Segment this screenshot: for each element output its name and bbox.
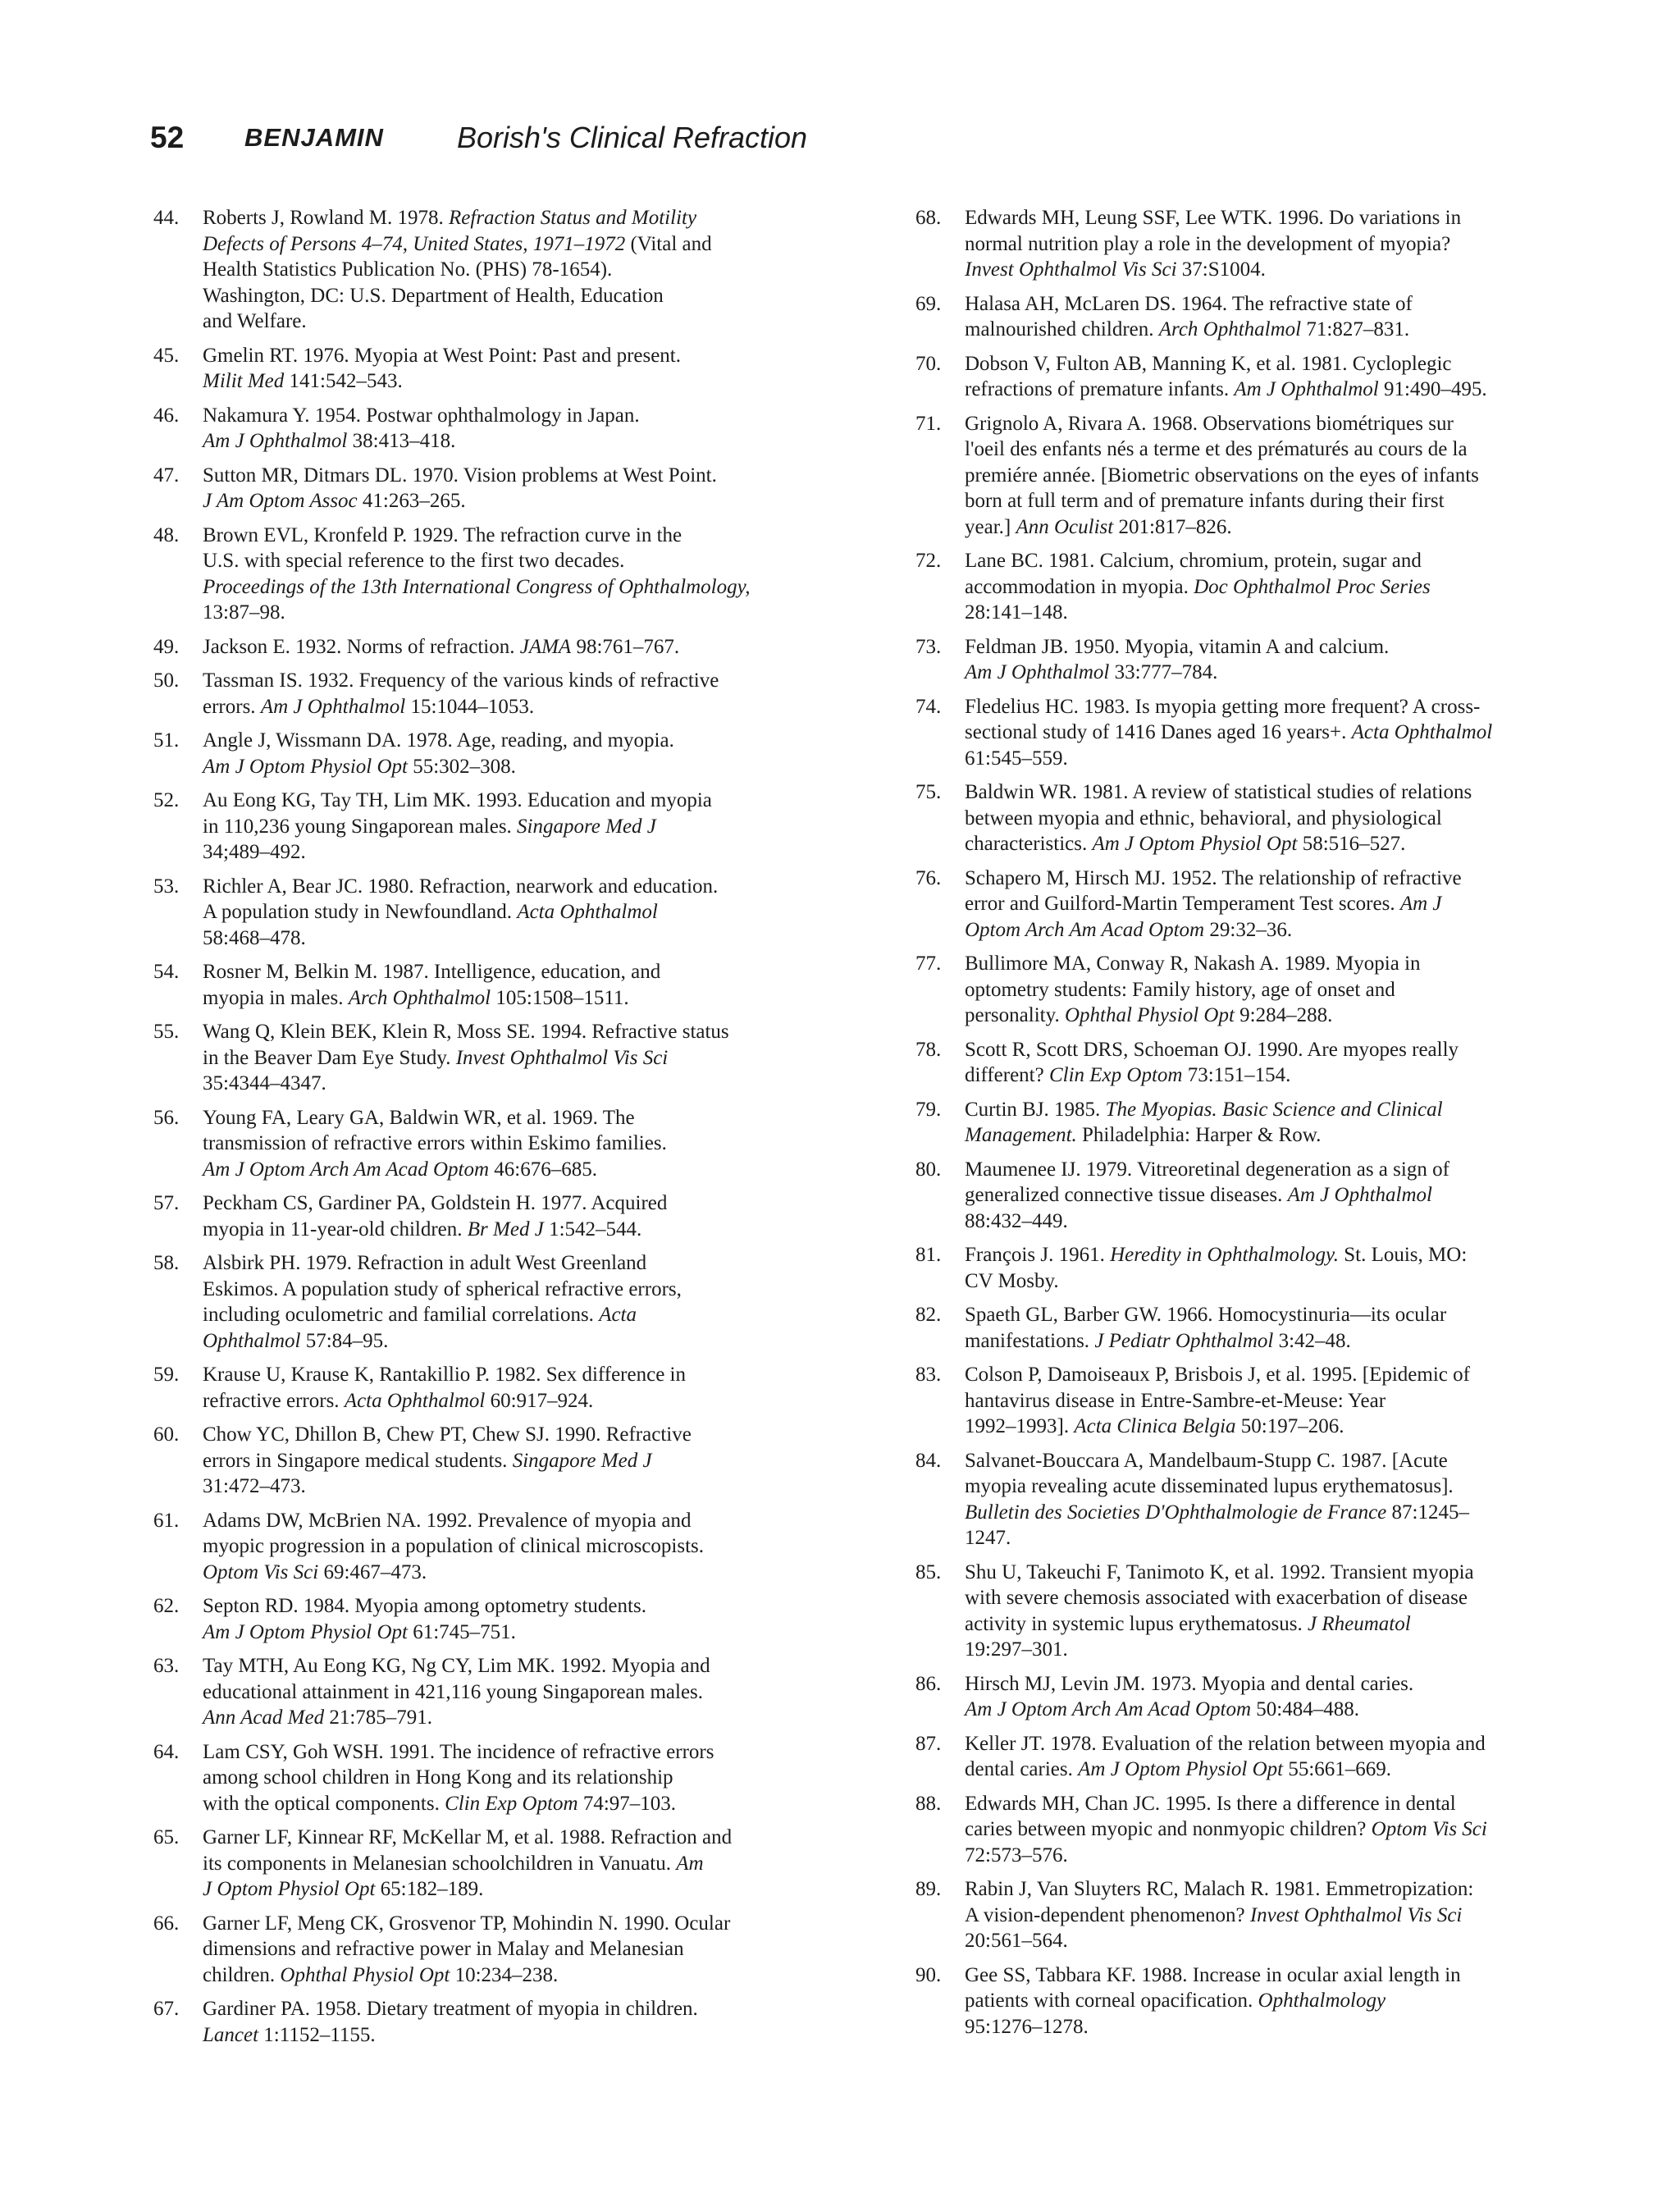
reference-entry (915, 291, 1555, 343)
reference-entry (915, 1242, 1555, 1294)
reference-number: 59. (153, 1364, 180, 1386)
reference-number: 47. (153, 464, 180, 487)
reference-number: 54. (153, 961, 180, 983)
reference-number: 65. (153, 1826, 180, 1848)
reference-number: 63. (153, 1655, 180, 1677)
reference-text: Tassman IS. 1932. Frequency of the various kinds of refractive errors. Am J Ophthalmol 15:1044–1053. (203, 669, 719, 718)
reference-text: Spaeth GL, Barber GW. 1966. Homocystinuria—its ocular manifestations. J Pediatr Ophthalmol 3:42–48. (965, 1304, 1447, 1352)
reference-entry (153, 1422, 793, 1500)
reference-number: 62. (153, 1595, 180, 1617)
reference-entry (153, 1019, 793, 1097)
reference-number: 52. (153, 789, 180, 811)
reference-text: Baldwin WR. 1981. A review of statistical studies of relations between myopia and ethnic, behavioral, and physiological characteristics. Am J Optom Physiol Opt 58:516–527. (965, 781, 1472, 855)
reference-entry (915, 1362, 1555, 1440)
reference-entry (153, 463, 793, 514)
reference-number: 90. (915, 1963, 942, 1986)
reference-text: Edwards MH, Chan JC. 1995. Is there a difference in dental caries between myopic and nonmyopic children? Optom Vis Sci 72:573–576. (965, 1792, 1487, 1866)
reference-number: 55. (153, 1021, 180, 1043)
reference-entry (153, 728, 793, 779)
reference-text: Gmelin RT. 1976. Myopia at West Point: Past and present. Milit Med 141:542–543. (203, 344, 682, 392)
reference-entry (153, 1508, 793, 1586)
reference-text: Grignolo A, Rivara A. 1968. Observations biométriques sur l'oeil des enfants nés a terme et des prématurés au cours de la premiére année. [Biometric observations on the eyes of infants born at full term and of premature infants during their first year.] Ann Oculist 201:817–826. (965, 412, 1479, 538)
reference-number: 48. (153, 523, 180, 546)
reference-number: 68. (915, 207, 942, 229)
reference-entry (153, 1653, 793, 1731)
reference-text: Roberts J, Rowland M. 1978. Refraction Status and Motility Defects of Persons 4–74, United States, 1971–1972 (Vital and Health Statistics Publication No. (PHS) 78-1654). Washington, DC: U.S. Department of Health, Education and Welfare. (203, 207, 712, 332)
reference-text: Peckham CS, Gardiner PA, Goldstein H. 1977. Acquired myopia in 11-year-old children. Br Med J 1:542–544. (203, 1192, 668, 1240)
reference-entry (153, 668, 793, 720)
reference-entry (153, 634, 793, 660)
reference-text: Angle J, Wissmann DA. 1978. Age, reading, and myopia. Am J Optom Physiol Opt 55:302–308. (203, 729, 674, 778)
reference-number: 75. (915, 781, 942, 803)
reference-text: Garner LF, Meng CK, Grosvenor TP, Mohindin N. 1990. Ocular dimensions and refractive power in Malay and Melanesian children. Ophthal Physiol Opt 10:234–238. (203, 1912, 731, 1986)
reference-text: Krause U, Krause K, Rantakillio P. 1982. Sex difference in refractive errors. Acta Ophthalmol 60:917–924. (203, 1364, 686, 1412)
reference-text: Sutton MR, Ditmars DL. 1970. Vision problems at West Point. J Am Optom Assoc 41:263–265. (203, 464, 717, 512)
reference-text: Feldman JB. 1950. Myopia, vitamin A and calcium. Am J Ophthalmol 33:777–784. (965, 635, 1390, 683)
reference-entry (153, 1362, 793, 1414)
reference-entry (915, 1157, 1555, 1235)
references-column-right (915, 205, 1555, 2048)
reference-entry (153, 1250, 793, 1354)
reference-text: Alsbirk PH. 1979. Refraction in adult West Greenland Eskimos. A population study of spherical refractive errors, including oculometric and familial correlations. Acta Ophthalmol 57:84–95. (203, 1252, 682, 1352)
reference-number: 82. (915, 1304, 942, 1326)
reference-entry (153, 343, 793, 395)
reference-number: 73. (915, 635, 942, 658)
reference-text: Lam CSY, Goh WSH. 1991. The incidence of refractive errors among school children in Hong Kong and its relationship with the optical components. Clin Exp Optom 74:97–103. (203, 1740, 714, 1815)
reference-entry (915, 205, 1555, 283)
reference-number: 66. (153, 1912, 180, 1935)
reference-entry (915, 548, 1555, 626)
reference-text: François J. 1961. Heredity in Ophthalmology. St. Louis, MO: CV Mosby. (965, 1244, 1468, 1292)
reference-text: Young FA, Leary GA, Baldwin WR, et al. 1969. The transmission of refractive errors within Eskimo families. Am J Optom Arch Am Acad Optom 46:676–685. (203, 1106, 667, 1181)
reference-number: 53. (153, 875, 180, 898)
reference-number: 89. (915, 1878, 942, 1900)
reference-number: 50. (153, 669, 180, 692)
reference-text: Schapero M, Hirsch MJ. 1952. The relationship of refractive error and Guilford-Martin Temperament Test scores. Am J Optom Arch Am Acad Optom 29:32–36. (965, 866, 1462, 941)
reference-number: 85. (915, 1560, 942, 1583)
reference-entry (153, 205, 793, 335)
reference-number: 76. (915, 866, 942, 889)
reference-text: Gee SS, Tabbara KF. 1988. Increase in ocular axial length in patients with corneal opacification. Ophthalmology 95:1276–1278. (965, 1963, 1461, 2038)
reference-text: Rabin J, Van Sluyters RC, Malach R. 1981. Emmetropization: A vision-dependent phenomenon? Invest Ophthalmol Vis Sci 20:561–564. (965, 1878, 1474, 1952)
references-column-left (153, 205, 793, 2056)
reference-entry (915, 694, 1555, 772)
reference-entry (915, 1876, 1555, 1954)
reference-text: Halasa AH, McLaren DS. 1964. The refractive state of malnourished children. Arch Ophthalmol 71:827–831. (965, 292, 1413, 340)
reference-entry (915, 1791, 1555, 1869)
reference-text: Scott R, Scott DRS, Schoeman OJ. 1990. Are myopes really different? Clin Exp Optom 73:151–154. (965, 1038, 1459, 1086)
reference-entry (153, 1911, 793, 1989)
reference-entry (915, 779, 1555, 857)
reference-text: Wang Q, Klein BEK, Klein R, Moss SE. 1994. Refractive status in the Beaver Dam Eye Study. Invest Ophthalmol Vis Sci 35:4344–4347. (203, 1021, 729, 1094)
reference-text: Tay MTH, Au Eong KG, Ng CY, Lim MK. 1992. Myopia and educational attainment in 421,116 young Singaporean males. Ann Acad Med 21:785–791. (203, 1655, 710, 1729)
book-title: Borish's Clinical Refraction (457, 121, 808, 154)
reference-number: 67. (153, 1998, 180, 2020)
reference-number: 72. (915, 550, 942, 572)
reference-text: Gardiner PA. 1958. Dietary treatment of myopia in children. Lancet 1:1152–1155. (203, 1998, 698, 2046)
reference-entry (915, 951, 1555, 1029)
reference-number: 71. (915, 412, 942, 435)
reference-entry (153, 523, 793, 626)
reference-number: 56. (153, 1106, 180, 1129)
reference-text: Maumenee IJ. 1979. Vitreoretinal degeneration as a sign of generalized connective tissue diseases. Am J Ophthalmol 88:432–449. (965, 1158, 1449, 1232)
reference-text: Salvanet-Bouccara A, Mandelbaum-Stupp C. 1987. [Acute myopia revealing acute disseminated lupus erythematosus]. Bulletin des Societies D'Ophthalmologie de France 87:1245– 1247. (965, 1449, 1469, 1549)
reference-number: 57. (153, 1192, 180, 1214)
reference-number: 51. (153, 729, 180, 752)
reference-entry (915, 866, 1555, 943)
reference-entry (153, 1739, 793, 1817)
reference-entry (153, 1996, 793, 2048)
reference-text: Bullimore MA, Conway R, Nakash A. 1989. Myopia in optometry students: Family history, age of onset and personality. Ophthal Physiol Opt 9:284–288. (965, 953, 1421, 1026)
reference-text: Richler A, Bear JC. 1980. Refraction, nearwork and education. A population study in Newfoundland. Acta Ophthalmol 58:468–478. (203, 875, 719, 949)
reference-entry (153, 1190, 793, 1242)
running-author: BENJAMIN (244, 123, 384, 152)
reference-entry (153, 788, 793, 866)
reference-number: 87. (915, 1732, 942, 1755)
reference-entry (153, 874, 793, 952)
reference-number: 61. (153, 1509, 180, 1532)
reference-text: Septon RD. 1984. Myopia among optometry students. Am J Optom Physiol Opt 61:745–751. (203, 1595, 646, 1643)
reference-number: 81. (915, 1244, 942, 1266)
reference-number: 84. (915, 1449, 942, 1472)
reference-text: Lane BC. 1981. Calcium, chromium, protein, sugar and accommodation in myopia. Doc Ophthalmol Proc Series 28:141–148. (965, 550, 1431, 624)
reference-entry (915, 1962, 1555, 2040)
reference-entry (153, 1105, 793, 1183)
reference-number: 44. (153, 207, 180, 229)
reference-text: Keller JT. 1978. Evaluation of the relation between myopia and dental caries. Am J Optom Physiol Opt 55:661–669. (965, 1732, 1486, 1780)
reference-text: Au Eong KG, Tay TH, Lim MK. 1993. Education and myopia in 110,236 young Singaporean males. Singapore Med J 34;489–492. (203, 789, 712, 863)
reference-entry (915, 351, 1555, 403)
reference-entry (153, 959, 793, 1011)
reference-number: 83. (915, 1364, 942, 1386)
reference-number: 69. (915, 292, 942, 315)
reference-entry (915, 634, 1555, 686)
reference-text: Colson P, Damoiseaux P, Brisbois J, et al. 1995. [Epidemic of hantavirus disease in Entre-Sambre-et-Meuse: Year 1992–1993]. Acta Clinica Belgia 50:197–206. (965, 1364, 1470, 1437)
reference-text: Curtin BJ. 1985. The Myopias. Basic Science and Clinical Management. Philadelphia: Harper & Row. (965, 1098, 1443, 1146)
reference-number: 46. (153, 404, 180, 427)
reference-text: Garner LF, Kinnear RF, McKellar M, et al. 1988. Refraction and its components in Melanesian schoolchildren in Vanuatu. Am J Optom Physiol Opt 65:182–189. (203, 1826, 733, 1900)
reference-number: 60. (153, 1423, 180, 1446)
reference-entry (915, 411, 1555, 541)
reference-entry (915, 1671, 1555, 1723)
reference-text: Brown EVL, Kronfeld P. 1929. The refraction curve in the U.S. with special reference to the first two decades. Proceedings of the 13th International Congress of Ophthalmology, 13:87–98. (203, 523, 751, 624)
reference-number: 74. (915, 695, 942, 718)
reference-text: Shu U, Takeuchi F, Tanimoto K, et al. 1992. Transient myopia with severe chemosis associated with exacerbation of disease activity in systemic lupus erythematosus. J Rheumatol 19:297–301. (965, 1560, 1474, 1661)
reference-entry (915, 1302, 1555, 1354)
reference-text: Dobson V, Fulton AB, Manning K, et al. 1981. Cycloplegic refractions of premature infants. Am J Ophthalmol 91:490–495. (965, 352, 1487, 400)
reference-entry (153, 1825, 793, 1903)
reference-entry (915, 1097, 1555, 1149)
page-number: 52 (150, 121, 185, 154)
reference-text: Chow YC, Dhillon B, Chew PT, Chew SJ. 1990. Refractive errors in Singapore medical students. Singapore Med J 31:472–473. (203, 1423, 692, 1497)
reference-text: Fledelius HC. 1983. Is myopia getting more frequent? A cross- sectional study of 1416 Danes aged 16 years+. Acta Ophthalmol 61:545–559. (965, 695, 1493, 770)
reference-number: 77. (915, 953, 942, 975)
reference-text: Hirsch MJ, Levin JM. 1973. Myopia and dental caries. Am J Optom Arch Am Acad Optom 50:484–488. (965, 1672, 1414, 1720)
reference-number: 64. (153, 1740, 180, 1763)
reference-text: Edwards MH, Leung SSF, Lee WTK. 1996. Do variations in normal nutrition play a role in the development of myopia? Invest Ophthalmol Vis Sci 37:S1004. (965, 207, 1462, 281)
reference-entry (915, 1560, 1555, 1663)
reference-entry (153, 403, 793, 455)
reference-text: Adams DW, McBrien NA. 1992. Prevalence of myopia and myopic progression in a population of clinical microscopists. Optom Vis Sci 69:467–473. (203, 1509, 704, 1583)
reference-entry (915, 1448, 1555, 1551)
reference-number: 70. (915, 352, 942, 375)
reference-entry (915, 1731, 1555, 1783)
reference-number: 49. (153, 635, 180, 658)
reference-number: 78. (915, 1038, 942, 1061)
reference-number: 88. (915, 1792, 942, 1815)
reference-number: 86. (915, 1672, 942, 1695)
reference-number: 79. (915, 1098, 942, 1121)
reference-number: 80. (915, 1158, 942, 1181)
reference-text: Rosner M, Belkin M. 1987. Intelligence, education, and myopia in males. Arch Ophthalmol 105:1508–1511. (203, 961, 661, 1009)
reference-text: Jackson E. 1932. Norms of refraction. JAMA 98:761–767. (203, 635, 680, 658)
reference-entry (915, 1037, 1555, 1089)
reference-entry (153, 1593, 793, 1645)
reference-text: Nakamura Y. 1954. Postwar ophthalmology in Japan. Am J Ophthalmol 38:413–418. (203, 404, 640, 452)
reference-number: 58. (153, 1252, 180, 1274)
reference-number: 45. (153, 344, 180, 367)
